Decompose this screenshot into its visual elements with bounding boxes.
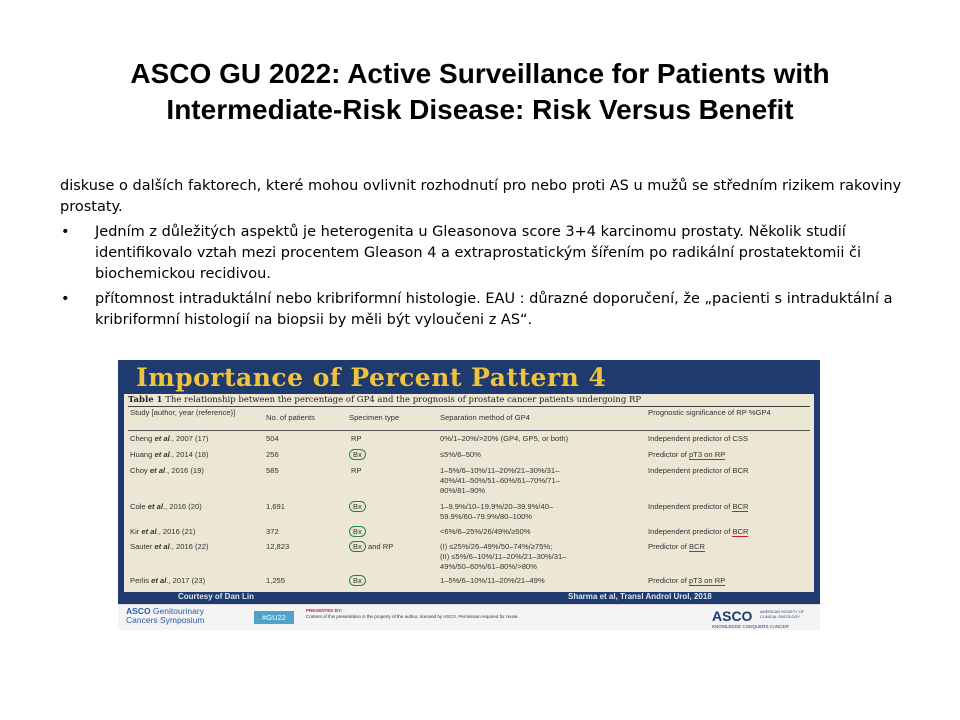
table-caption — [128, 395, 641, 405]
study-table — [124, 394, 814, 592]
table-cell-patients: 256 — [266, 450, 279, 459]
embedded-slide-image — [118, 360, 820, 630]
slide-body — [60, 176, 910, 331]
table-cell-study: Kir et al., 2016 (21) — [130, 527, 196, 536]
biopsy-highlight-circle: Bx — [349, 526, 366, 537]
biopsy-highlight-circle: Bx — [349, 449, 366, 460]
table-cell-study: Sauter et al., 2016 (22) — [130, 542, 209, 551]
table-cell-patients: 372 — [266, 527, 279, 536]
bullet-item — [60, 289, 910, 331]
red-underline-mark: pT3 on RP — [688, 450, 726, 459]
table-cell-patients: 1,255 — [266, 576, 286, 585]
table-cell-prognostic: Independent predictor of BCR — [648, 502, 749, 511]
hashtag-badge: #GU22 — [254, 611, 294, 624]
red-underline-mark: BCR — [732, 502, 749, 511]
table-cell-prognostic: Predictor of BCR — [648, 542, 705, 551]
biopsy-highlight-circle: Bx — [349, 541, 366, 552]
biopsy-highlight-circle: Bx — [349, 501, 366, 512]
asco-logo-subtitle: AMERICAN SOCIETY OF CLINICAL ONCOLOGY — [760, 610, 805, 619]
presented-by-note: PRESENTED BY: Content of this presentation is the property of the author, licensed by ASCO. Permission required for reuse. — [306, 608, 519, 619]
table-top-rule — [128, 406, 810, 407]
table-cell-prognostic: Independent predictor of BCR — [648, 466, 749, 475]
table-cell-separation: ≤5%/6–50% — [440, 450, 481, 459]
credit-right: Sharma et al, Transl Androl Urol, 2018 — [568, 592, 712, 601]
slide-title — [40, 56, 920, 128]
table-cell-specimen — [349, 526, 366, 537]
red-underline-mark: BCR — [688, 542, 705, 551]
red-underline-mark: BCR — [732, 527, 749, 536]
table-cell-specimen: RP — [351, 434, 362, 443]
table-cell-separation: 0%/1–20%/>20% (GP4, GP5, or both) — [440, 434, 569, 443]
table-cell-specimen — [349, 501, 366, 512]
table-cell-prognostic: Predictor of pT3 on RP — [648, 576, 726, 585]
table-cell-study: Perlis et al., 2017 (23) — [130, 576, 206, 585]
bullet-item — [60, 222, 910, 285]
table-cell-patients: 1,691 — [266, 502, 286, 511]
table-cell-patients: 504 — [266, 434, 279, 443]
asco-logo-tagline: KNOWLEDGE CONQUERS CANCER — [712, 624, 789, 629]
slide-title-line-2: Intermediate-Risk Disease: Risk Versus Benefit — [166, 94, 794, 125]
header-prognostic: Prognostic significance of RP %GP4 — [648, 408, 771, 417]
table-cell-separation: 1–5%/6–10%/11–20%/21–49% — [440, 576, 545, 585]
table-cell-study: Huang et al., 2014 (18) — [130, 450, 209, 459]
credits-bar — [118, 592, 820, 604]
table-cell-separation: <6%/6–25%/26/49%/≥50% — [440, 527, 531, 536]
table-cell-specimen — [349, 449, 366, 460]
embedded-slide-title: Importance of Percent Pattern 4 — [136, 363, 607, 392]
table-cell-prognostic: Predictor of pT3 on RP — [648, 450, 726, 459]
bullet-marker: • — [61, 224, 70, 240]
embedded-slide-footer — [118, 604, 820, 630]
header-separation: Separation method of GP4 — [440, 413, 530, 422]
table-cell-prognostic: Independent predictor of CSS — [648, 434, 749, 443]
header-study: Study [author, year (reference)] — [130, 408, 236, 417]
table-cell-patients: 12,823 — [266, 542, 290, 551]
header-patients: No. of patients — [266, 413, 315, 422]
biopsy-highlight-circle: Bx — [349, 575, 366, 586]
credit-left: Courtesy of Dan Lin — [178, 592, 255, 601]
header-specimen: Specimen type — [349, 413, 400, 422]
table-cell-prognostic: Independent predictor of BCR — [648, 527, 749, 536]
table-cell-study: Cheng et al., 2007 (17) — [130, 434, 209, 443]
intro-paragraph: diskuse o dalších faktorech, které mohou ovlivnit rozhodnutí pro nebo proti AS u mužů se středním rizikem rakoviny prostaty. — [60, 178, 902, 215]
table-cell-specimen — [349, 575, 366, 586]
table-cell-specimen: RP — [351, 466, 362, 475]
table-caption-text: The relationship between the percentage of GP4 and the prognosis of prostate cancer patients undergoing RP — [165, 395, 642, 405]
bullet-text: přítomnost intraduktální nebo kribriformní histologie. EAU : důrazné doporučení, že „pacienti s intraduktální a kribriformní histologií na biopsii by měli být vyloučeni z AS“. — [95, 291, 893, 328]
table-label: Table 1 — [128, 395, 163, 405]
table-cell-patients: 585 — [266, 466, 279, 475]
slide-title-line-1: ASCO GU 2022: Active Surveillance for Patients with — [130, 58, 830, 89]
table-cell-separation: 1–9.9%/10–19.9%/20–39.9%/40– 59.9%/60–79.9%/80–100% — [440, 502, 554, 521]
bullet-marker: • — [61, 291, 70, 307]
table-header-rule — [128, 430, 810, 431]
asco-logo: ASCO — [712, 608, 753, 624]
asco-gu-logo: ASCO Genitourinary Cancers Symposium — [126, 606, 205, 625]
embedded-slide-banner — [118, 360, 820, 396]
table-cell-study: Choy et al., 2016 (19) — [130, 466, 204, 475]
bullet-text: Jedním z důležitých aspektů je heterogenita u Gleasonova score 3+4 karcinomu prostaty. Několik studií identifikovalo vztah mezi procentem Gleason 4 a extraprostatickým šířením po radikální prostatektomii či biochemickou recidivou. — [95, 224, 861, 282]
table-cell-separation: (I) ≤25%/26–49%/50–74%/≥75%; (II) ≤5%/6–10%/11–20%/21–30%/31– 49%/50–60%/61–80%/>80% — [440, 542, 567, 571]
table-cell-separation: 1–5%/6–10%/11–20%/21–30%/31– 40%/41–50%/51–60%/61–70%/71– 80%/81–90% — [440, 466, 560, 495]
table-cell-study: Cole et al., 2016 (20) — [130, 502, 202, 511]
red-underline-mark: pT3 on RP — [688, 576, 726, 585]
table-cell-specimen: Bx and RP — [349, 541, 393, 552]
